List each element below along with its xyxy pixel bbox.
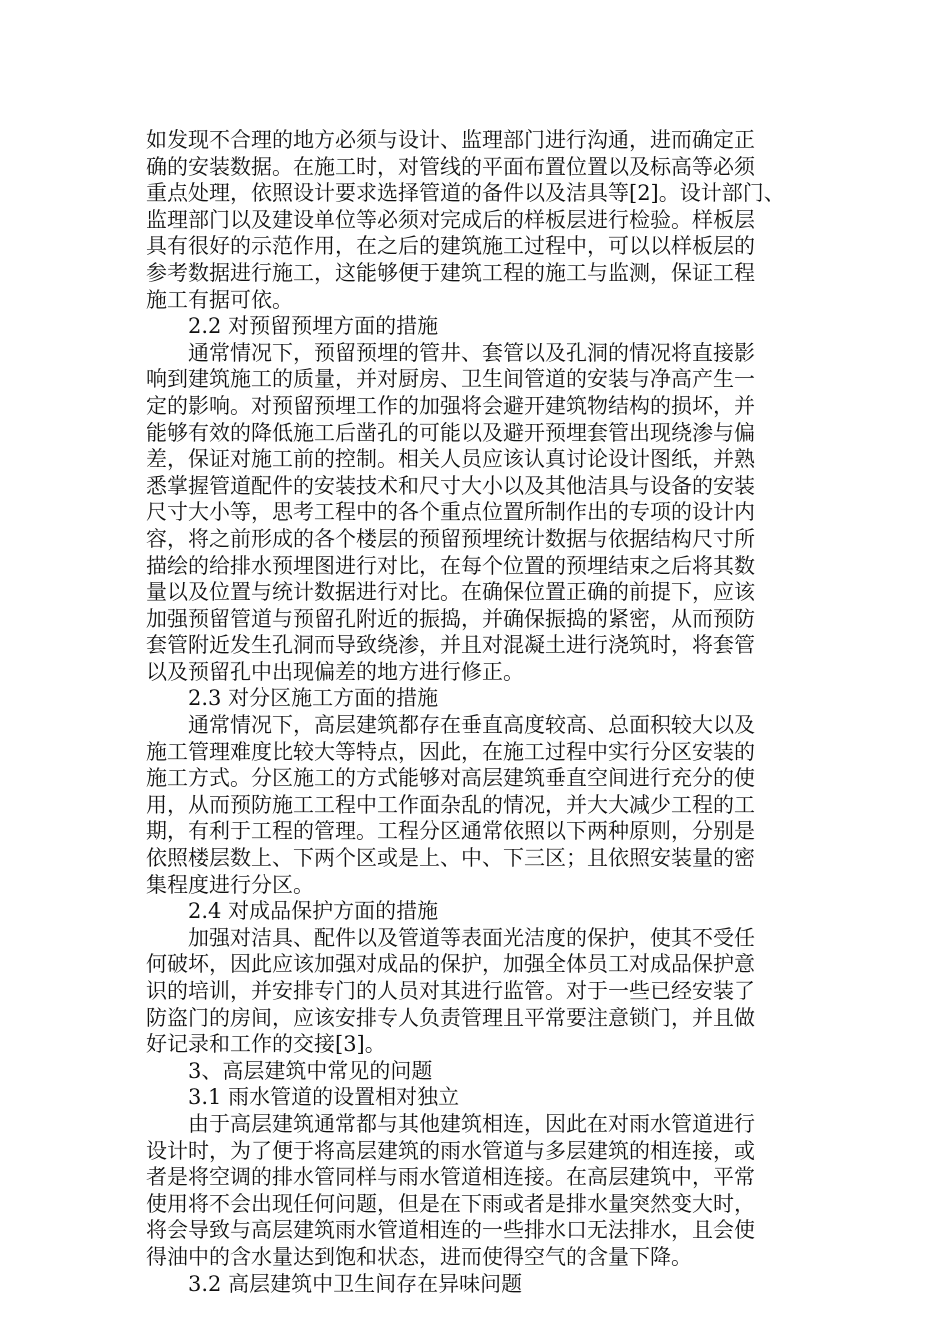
text-line: 防盗门的房间，应该安排专人负责管理且平常要注意锁门，并且做 xyxy=(146,1005,755,1030)
text-line: 通常情况下，预留预埋的管井、套管以及孔洞的情况将直接影 xyxy=(188,340,755,365)
text-line: 2.2 对预留预埋方面的措施 xyxy=(188,314,439,339)
text-line: 识的培训，并安排专门的人员对其进行监管。对于一些已经安装了 xyxy=(146,979,755,1003)
text-line: 3.2 高层建筑中卫生间存在异味问题 xyxy=(188,1271,523,1296)
text-line: 加强预留管道与预留孔附近的振捣，并确保振捣的紧密，从而预防 xyxy=(146,606,755,631)
text-line: 确的安装数据。在施工时，对管线的平面布置位置以及标高等必须 xyxy=(146,154,755,179)
text-line: 施工方式。分区施工的方式能够对高层建筑垂直空间进行充分的使 xyxy=(146,766,755,791)
text-line: 通常情况下，高层建筑都存在垂直高度较高、总面积较大以及 xyxy=(188,713,755,738)
text-line: 具有很好的示范作用，在之后的建筑施工过程中，可以以样板层的 xyxy=(146,234,755,259)
text-line: 重点处理，依照设计要求选择管道的备件以及洁具等[2]。设计部门、 xyxy=(146,181,785,206)
text-line: 定的影响。对预留预埋工作的加强将会避开建筑物结构的损坏，并 xyxy=(146,393,755,418)
text-line: 2.4 对成品保护方面的措施 xyxy=(188,899,439,924)
text-line: 监理部门以及建设单位等必须对完成后的样板层进行检验。样板层 xyxy=(146,207,755,232)
text-line: 由于高层建筑通常都与其他建筑相连，因此在对雨水管道进行 xyxy=(188,1111,755,1136)
text-line: 加强对洁具、配件以及管道等表面光洁度的保护，使其不受任 xyxy=(188,925,755,950)
text-line: 差，保证对施工前的控制。相关人员应该认真讨论设计图纸，并熟 xyxy=(146,447,755,472)
text-line: 以及预留孔中出现偏差的地方进行修正。 xyxy=(146,659,524,684)
text-line: 得油中的含水量达到饱和状态，进而使得空气的含量下降。 xyxy=(146,1244,692,1269)
text-line: 者是将空调的排水管同样与雨水管道相连接。在高层建筑中，平常 xyxy=(146,1165,755,1190)
text-line: 依照楼层数上、下两个区或是上、中、下三区；且依照安装量的密 xyxy=(146,846,755,871)
text-line: 尺寸大小等，思考工程中的各个重点位置所制作出的专项的设计内 xyxy=(146,500,755,525)
text-line: 描绘的给排水预埋图进行对比，在每个位置的预埋结束之后将其数 xyxy=(146,553,755,578)
text-line: 何破坏，因此应该加强对成品的保护，加强全体员工对成品保护意 xyxy=(146,952,755,977)
document-body xyxy=(146,127,806,1297)
text-line: 3.1 雨水管道的设置相对独立 xyxy=(188,1085,460,1110)
text-line: 设计时，为了便于将高层建筑的雨水管道与多层建筑的相连接，或 xyxy=(146,1138,755,1163)
text-line: 响到建筑施工的质量，并对厨房、卫生间管道的安装与净高产生一 xyxy=(146,367,755,392)
text-line: 期，有利于工程的管理。工程分区通常依照以下两种原则，分别是 xyxy=(146,819,755,844)
text-line: 集程度进行分区。 xyxy=(146,872,314,897)
text-line: 能够有效的降低施工后凿孔的可能以及避开预埋套管出现绕渗与偏 xyxy=(146,420,755,445)
text-line: 容，将之前形成的各个楼层的预留预埋统计数据与依据结构尺寸所 xyxy=(146,526,755,551)
text-line: 量以及位置与统计数据进行对比。在确保位置正确的前提下，应该 xyxy=(146,580,755,605)
text-line: 3、高层建筑中常见的问题 xyxy=(188,1058,433,1083)
text-line: 使用将不会出现任何问题，但是在下雨或者是排水量突然变大时， xyxy=(146,1191,755,1216)
text-line: 如发现不合理的地方必须与设计、监理部门进行沟通，进而确定正 xyxy=(146,128,755,152)
text-line: 2.3 对分区施工方面的措施 xyxy=(188,686,439,711)
text-line: 施工管理难度比较大等特点，因此，在施工过程中实行分区安装的 xyxy=(146,739,755,764)
text-line: 用，从而预防施工工程中工作面杂乱的情况，并大大减少工程的工 xyxy=(146,792,755,817)
text-line: 好记录和工作的交接[3]。 xyxy=(146,1032,386,1057)
text-line: 施工有据可依。 xyxy=(146,287,293,312)
text-line: 参考数据进行施工，这能够便于建筑工程的施工与监测，保证工程 xyxy=(146,260,755,285)
text-line: 悉掌握管道配件的安装技术和尺寸大小以及其他洁具与设备的安装 xyxy=(146,473,755,498)
text-line: 将会导致与高层建筑雨水管道相连的一些排水口无法排水，且会使 xyxy=(146,1218,755,1243)
text-line: 套管附近发生孔洞而导致绕渗，并且对混凝土进行浇筑时，将套管 xyxy=(146,633,755,658)
